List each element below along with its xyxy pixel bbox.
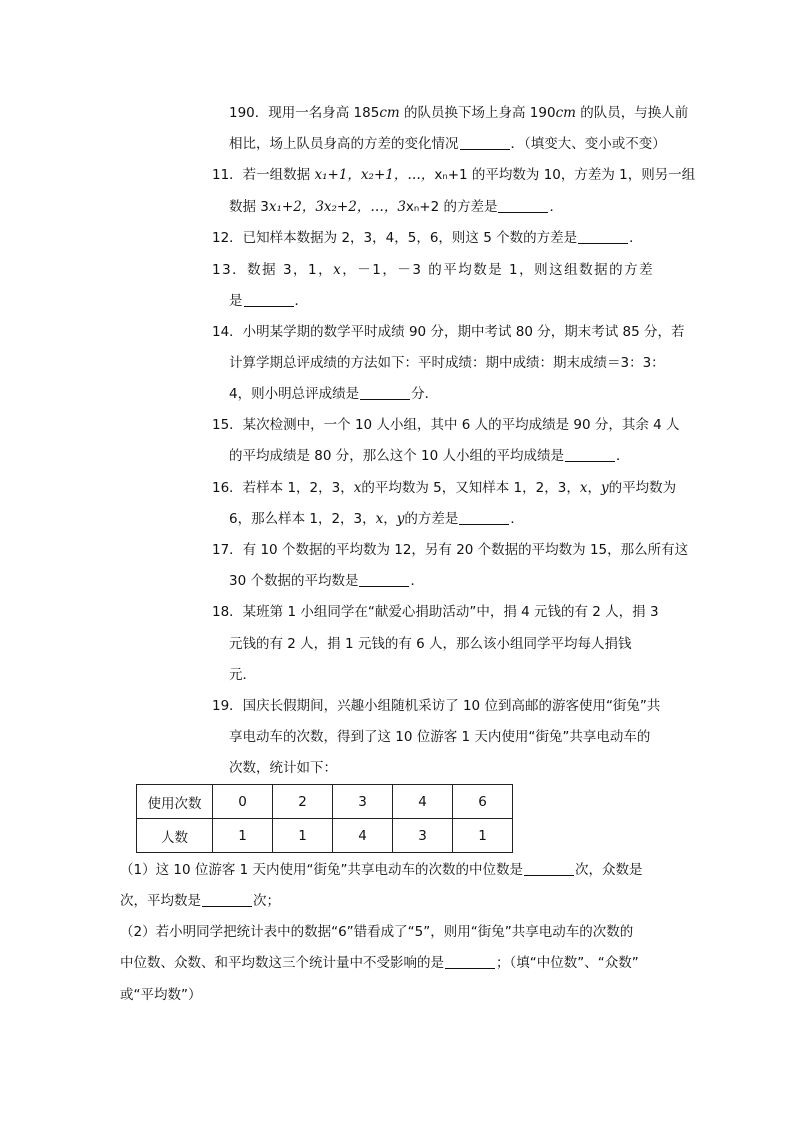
q11-text: 11．若一组数据 [212,167,315,183]
q16-text: ． [510,511,524,527]
variable-y: y [396,511,405,527]
answer-blank[interactable] [360,385,410,400]
q11-line-2 [229,197,563,217]
table-cell: 1 [453,819,513,853]
q16-text: ， [383,511,397,527]
q17-text: ． [410,573,424,589]
table-cell: 1 [213,819,273,853]
q13-text: ，－1，－3 的平均数是 1，则这组数据的方差 [342,262,655,278]
table-cell: 3 [333,785,393,819]
q13-line-2 [229,291,308,311]
table-row [137,785,513,819]
q11-text: 数据 3 [229,199,269,215]
q11-text: xₙ+2 的方差是 [405,199,498,215]
q18-line-3: 元． [229,667,256,683]
q19-text: ；（填“中位数”、“众数” [496,955,639,971]
variable-x: x [333,262,343,278]
unit-cm: cm [379,105,400,121]
q19-part2-line-3: 或“平均数”） [120,987,202,1003]
q17-line-1: 17．有 10 个数据的平均数为 12，另有 20 个数据的平均数为 15，那么所有这 [212,542,689,558]
q16-text: 16．若样本 1，2，3， [212,480,354,496]
variable-y: y [600,480,609,496]
table-header-cell: 使用次数 [137,785,213,819]
q15-text: 的平均成绩是 80 分，那么这个 10 人小组的平均成绩是 [229,448,565,464]
answer-blank[interactable] [459,510,509,525]
q17-text: 30 个数据的平均数是 [229,573,359,589]
q15-text: ． [616,448,630,464]
answer-blank[interactable] [524,861,574,876]
q10-line-2 [229,134,666,154]
q18-line-2: 元钱的有 2 人，捐 1 元钱的有 6 人，那么该小组同学平均每人捐钱 [229,636,632,652]
answer-blank[interactable] [578,229,628,244]
answer-blank[interactable] [460,135,510,150]
answer-blank[interactable] [202,892,252,907]
q14-line-2: 计算学期总评成绩的方法如下：平时成绩：期中成绩：期末成绩＝3：3： [229,355,665,371]
answer-blank[interactable] [445,954,495,969]
table-header-cell: 人数 [137,819,213,853]
q16-line-1 [212,478,676,498]
q12-text: 12．已知样本数据为 2，3，4，5，6，则这 5 个数的方差是 [212,230,578,246]
table-cell: 1 [273,819,333,853]
q10-line-1 [229,103,688,123]
q19-line-3: 次数，统计如下： [229,760,337,776]
q11-line-1 [212,165,695,185]
q12-line [212,228,643,248]
q19-text: 次，众数是 [575,862,643,878]
q13-text: 是 [229,293,243,309]
q10-text: 的队员换下场上身高 190 [399,105,556,121]
q16-text: 6，那么样本 1，2，3， [229,511,376,527]
q19-line-2: 享电动车的次数，得到了这 10 位游客 1 天内使用“街兔”共享电动车的 [229,729,651,745]
q14-line-3 [229,384,438,404]
q19-part1-line-1 [120,860,643,880]
q19-line-1: 19．国庆长假期间，兴趣小组随机采访了 10 位到高邮的游客使用“街兔”共 [212,698,661,714]
q13-text: ． [294,293,308,309]
q19-text: 次，平均数是 [120,893,201,909]
q11-expr: x₁+2，3 [268,199,324,215]
q11-expr: x₂+1，…， [360,167,435,183]
table-cell: 4 [333,819,393,853]
answer-blank[interactable] [498,198,548,213]
q19-text: （1）这 10 位游客 1 天内使用“街兔”共享电动车的次数的中位数是 [120,862,524,878]
q19-part2-line-2 [120,953,639,973]
q19-part2-line-1: （2）若小明同学把统计表中的数据“6”错看成了“5”，则用“街兔”共享电动车的次数的 [120,924,634,940]
q12-text: ． [629,230,643,246]
q19-part1-line-2 [120,891,280,911]
table-cell: 4 [393,785,453,819]
unit-cm: cm [555,105,576,121]
table-cell: 3 [393,819,453,853]
q10-text: 相比，场上队员身高的方差的变化情况 [229,136,459,152]
q16-text: 的平均数为 5，又知样本 1，2，3， [361,480,580,496]
answer-blank[interactable] [359,572,409,587]
q15-line-1: 15．某次检测中，一个 10 人小组，其中 6 人的平均成绩是 90 分，其余 4 人 [212,417,680,433]
q11-expr: x₁+1， [314,167,361,183]
answer-blank[interactable] [244,292,294,307]
q14-line-1: 14．小明某学期的数学平时成绩 90 分，期中考试 80 分，期末考试 85 分，若 [212,324,685,340]
table-cell: 2 [273,785,333,819]
q14-text: 4，则小明总评成绩是 [229,386,360,402]
q13-text: 13．数据 3，1， [212,262,334,278]
q10-text: 190．现用一名身高 185 [229,105,380,121]
q10-text: ．（填变大、变小或不变） [510,136,666,152]
q11-text: ． [549,199,563,215]
q14-text: 分． [411,386,439,402]
q19-text: 中位数、众数、和平均数这三个统计量中不受影响的是 [120,955,444,971]
q16-text: 的平均数为 [608,480,677,496]
table-cell: 6 [453,785,513,819]
q17-line-2 [229,571,424,591]
q16-text: 的方差是 [404,511,459,527]
q16-line-2 [229,509,524,529]
q13-line-1 [212,260,654,280]
q18-line-1: 18．某班第 1 小组同学在“献爱心捐助活动”中，捐 4 元钱的有 2 人，捐 3 [212,604,659,620]
q11-expr: x₂+2，…，3 [323,199,406,215]
usage-stats-table [136,784,513,853]
q11-text: xₙ+1 的平均数为 10，方差为 1，则另一组 [434,167,696,183]
q16-text: ， [587,480,601,496]
variable-x: x [579,480,588,496]
table-row [137,819,513,853]
q10-text: 的队员，与换人前 [575,105,689,121]
table-cell: 0 [213,785,273,819]
variable-x: x [353,480,362,496]
q19-text: 次； [253,893,280,909]
q15-line-2 [229,446,630,466]
answer-blank[interactable] [565,447,615,462]
variable-x: x [375,511,384,527]
